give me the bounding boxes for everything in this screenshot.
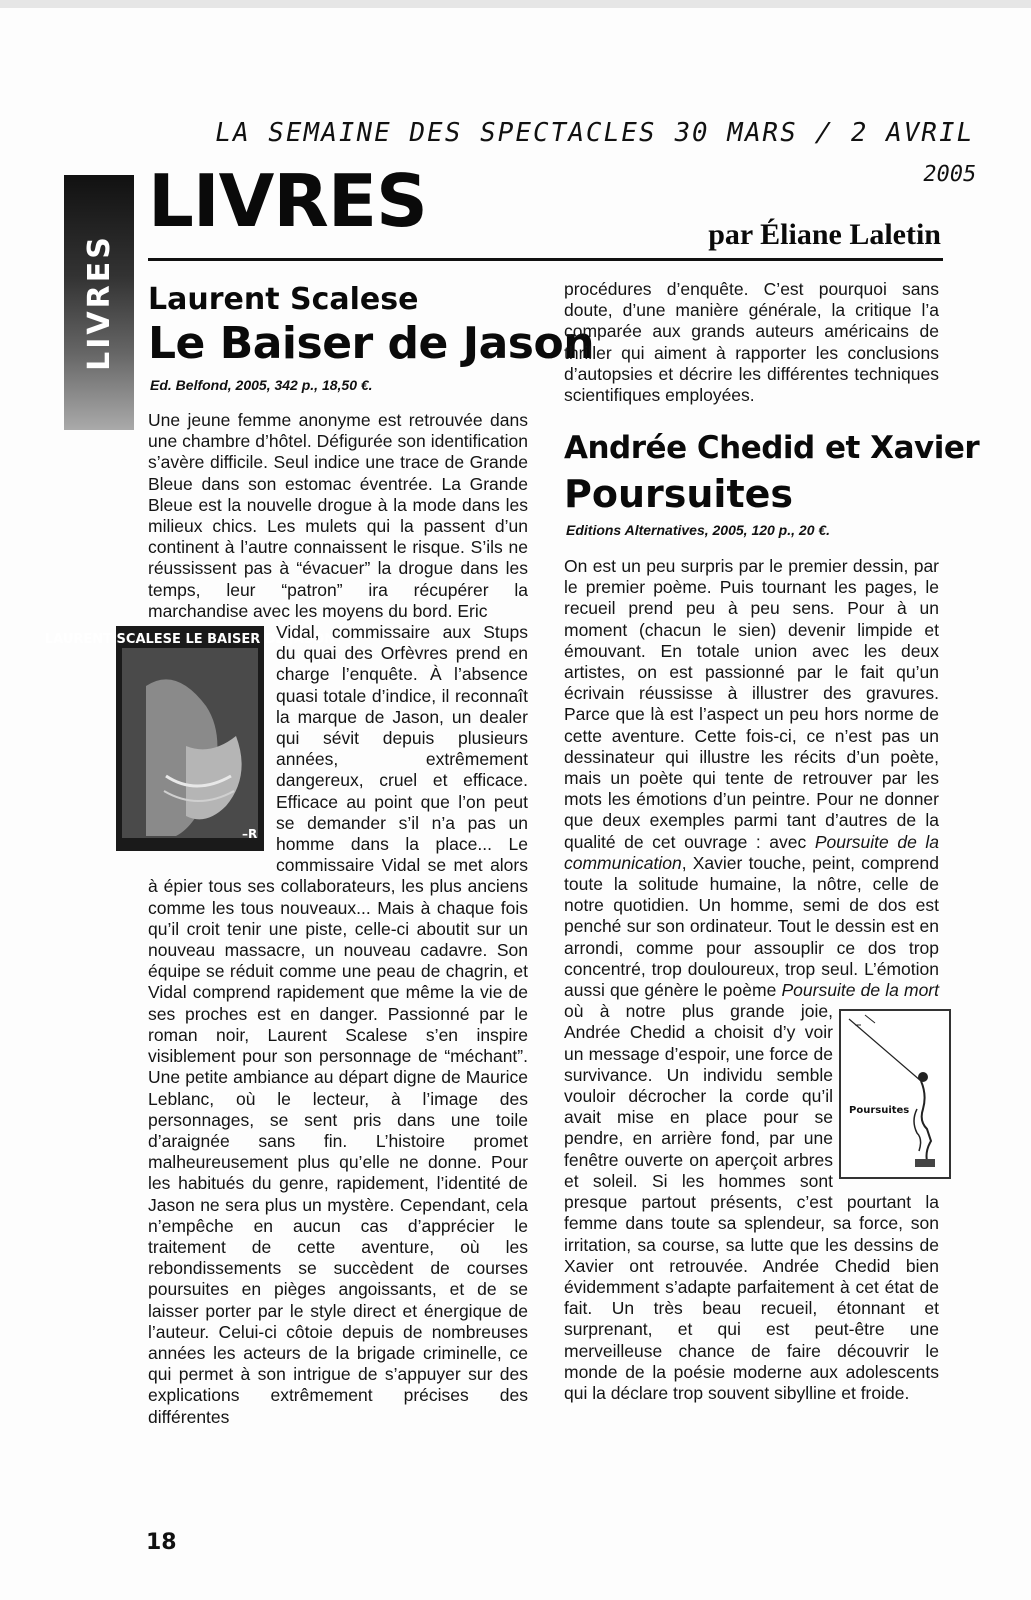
article1-paragraph-main: Vidal, commissaire aux Stups du quai des Orfèvres prend en charge l’enquête. À l’absence quasi totale d’indice, il reconnaît la marque de Jason, un dealer qui sévit depuis plusieurs années, extrêmement dangereux, cruel et efficace. Efficace au point que l’on peut se demander s’il n’a pas un homme dans la place... Le commissaire Vidal se met alors à épier tous ses collaborateurs, les plus anciens comme les tous nouveaux... Mais à chaque fois qu’il croit tenir une piste, celle-ci aboutit sur un nouveau massacre, un nouveau cadavre. Son équipe se réduit comme une peau de chagrin, et Vidal comprend rapidement que même la vie de ses proches est en danger. Passionné par le roman noir, Laurent Scalese s’en inspire visiblement pour son personnage de “méchant”. Une petite ambiance au départ digne de Maurice Leblanc, où le lecteur, à l’image des personnages, se sent pris dans une toile d’araignée sans fin. L’histoire promet malheureusement plus qu’elle ne donne. Pour les habitués du genre, rapidement, l’identité de Jason ne sera plus un mystère. Cependant, cela n’empêche en aucun cas d’apprécier le traitement de cette aventure, où les rebondissements se succèdent de courses poursuites en pièges angoissants, et de se laisser porter par le style direct et énergique de l’auteur. Celui-ci côtoie depuis de nombreuses années les acteurs de la brigade criminelle, ce qui permet à son intrigue de s’appuyer sur des explications extrêmement précises des différentes bbox=[148, 622, 528, 1427]
book-cover-poursuites bbox=[839, 1009, 951, 1179]
book-cover-image bbox=[44, 626, 336, 851]
article2-paragraph bbox=[564, 556, 939, 1404]
book-cover-le-baiser-de-jason bbox=[44, 626, 336, 851]
side-tab-label: LIVRES bbox=[81, 234, 117, 371]
article2-text-3: où à notre plus grande joie, Andrée Chedid a choisit d’y voir un message d’espoir, une force de survivance. Un individu semble vouloir décrocher la corde qu’il avait mise en place pour se pendre, en arrière fond, par une fenêtre ouverte on aperçoit arbres et soleil. Si les hommes sont presque partout présents, c’est pourtant la femme dans toute sa splendeur, sa force, son irritation, sa course, sa lutte que les dessins de Xavier ont retrouvée. Andrée Chedid bien évidemment s’adapte parfaitement à cet état de fait. Un très beau recueil, étonnant et surprenant, et qui est peut-être une merveilleuse chance de faire découvrir le monde de la poésie moderne aux adolescents qui la déclare trop souvent sibylline et froide. bbox=[564, 1001, 939, 1403]
article1-publisher: Ed. Belfond, 2005, 342 p., 18,50 €. bbox=[150, 377, 373, 393]
page-number: 18 bbox=[146, 1530, 177, 1555]
section-title: LIVRES bbox=[148, 159, 427, 243]
article2-title: Poursuites bbox=[564, 472, 794, 516]
scan-edge bbox=[0, 0, 1031, 8]
article2-body-column bbox=[564, 556, 939, 1404]
header-rule bbox=[148, 258, 943, 261]
article1-paragraph-intro: Une jeune femme anonyme est retrouvée dans une chambre d’hôtel. Défigurée son identification s’avère difficile. Seul indice une trace de Grande Bleue dans son estomac éventrée. La Grande Bleue est la nouvelle drogue à la mode dans les milieux chics. Les mulets qui la passent d’un continent à l’autre connaissent le risque. S’ils ne réussissent pas à “évacuer” la drogue dans les temps, leur “patron” ira récupérer la marchandise avec les moyens du bord. Eric bbox=[148, 410, 528, 621]
section-side-tab bbox=[64, 175, 134, 430]
article1-paragraph-end: procédures d’enquête. C’est pourquoi sans doute, d’une manière générale, la critique l’a comparée aux grands auteurs américains de thriller qui aiment à rapporter les conclusions d’autopsies et décrire les différentes techniques scientifiques employées. bbox=[564, 279, 939, 406]
article2-work-title-1: Poursuite de la communication bbox=[564, 831, 939, 873]
svg-text:–R: –R bbox=[242, 827, 258, 842]
cover1-text: LAURENT SCALESE LE BAISER DE JASON bbox=[44, 632, 336, 648]
cover2-text: Poursuites bbox=[849, 1105, 910, 1117]
article2-text-1: On est un peu surpris par le premier dessin, par le premier poème. Puis tournant les pages, le recueil prend peu à peu sens. Pour à un moment (chacun le sien) devenir limpide et émouvant. En totale union avec les deux artistes, on est passionné par le fait qu’un écrivain réussisse à illustrer des gravures. Parce que là est l’aspect un peu hors norme de cette aventure. Cette fois-ci, ce n’est pas un dessinateur qui illustre les récits d’un poète, mais un poète qui tente de retrouver par les mots les émotions d’un peintre. Pour ne donner que deux exemples parmi tant d’autres de la qualité de cet ouvrage : avec bbox=[564, 556, 939, 852]
article1-body-column bbox=[44, 410, 528, 1428]
article2-text-2: , Xavier touche, peint, comprend toute la solitude humaine, la nôtre, celle de notre quotidien. Un homme, semi de dos est penché sur son ordinateur. Tout le dessin est en arrondi, comme pour assouplir ce dos trop concentré, trop douloureux, trop seul. L’émotion aussi que génère le poème bbox=[564, 852, 939, 1001]
article2-publisher: Editions Alternatives, 2005, 120 p., 20 €. bbox=[566, 522, 831, 538]
article1-title: Le Baiser de Jason bbox=[148, 318, 595, 369]
handwritten-year: 2005 bbox=[920, 162, 979, 187]
article2-work-title-2: Poursuite de la mort bbox=[781, 980, 939, 1001]
article2-author: Andrée Chedid et Xavier bbox=[564, 430, 980, 466]
handwritten-line: LA SEMAINE DES SPECTACLES 30 MARS / 2 AVRIL bbox=[212, 118, 977, 148]
article1-author: Laurent Scalese bbox=[148, 282, 419, 317]
byline: par Éliane Laletin bbox=[708, 218, 941, 251]
article1-continuation-column bbox=[564, 279, 939, 406]
book-cover-drawing bbox=[841, 1011, 949, 1177]
